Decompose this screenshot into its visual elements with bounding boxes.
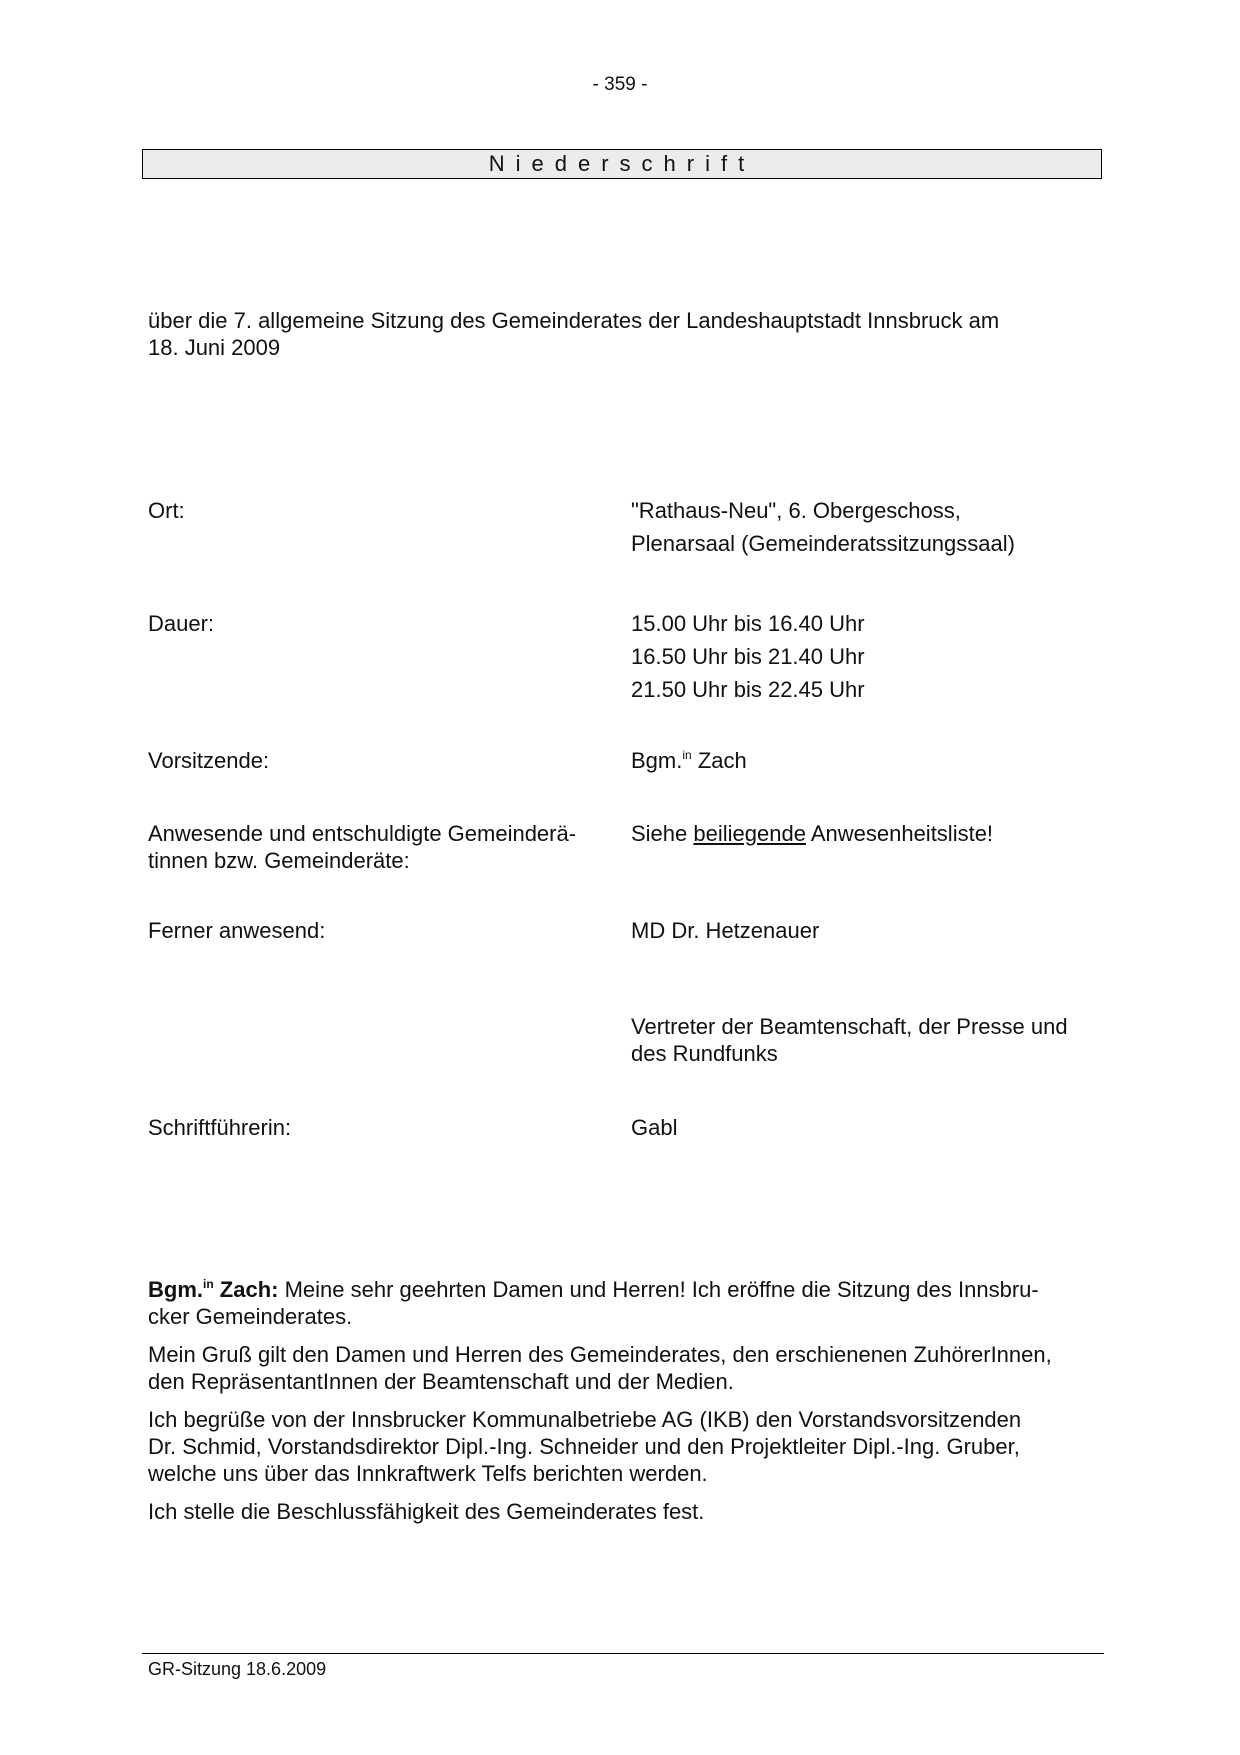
page-number: - 359 - bbox=[592, 74, 648, 95]
dauer-value-line: 16.50 Uhr bis 21.40 Uhr bbox=[631, 644, 865, 669]
speech-text: Meine sehr geehrten Damen und Herren! Ich eröffne die Sitzung des Innsbru- bbox=[278, 1277, 1039, 1302]
speech-paragraph-2 bbox=[148, 1341, 1098, 1395]
anwesende-label-line: tinnen bzw. Gemeinderäte: bbox=[148, 848, 410, 873]
document-title-box bbox=[142, 149, 1102, 179]
anwesende-value bbox=[631, 820, 993, 847]
dauer-value-line: 21.50 Uhr bis 22.45 Uhr bbox=[631, 677, 865, 702]
ort-value bbox=[631, 494, 1015, 560]
dauer-value bbox=[631, 607, 865, 706]
speech-paragraph-3 bbox=[148, 1406, 1098, 1487]
speaker-name: Bgm.$^{in}$ Zach: bbox=[148, 1277, 279, 1302]
intro-line: 18. Juni 2009 bbox=[148, 335, 281, 360]
anwesende-label bbox=[148, 820, 576, 874]
vorsitzende-title: Bgm. bbox=[631, 748, 683, 773]
speech-line: cker Gemeinderates. bbox=[148, 1304, 353, 1329]
anwesende-value-post: Anwesenheitsliste! bbox=[805, 821, 994, 846]
ferner-value-1: MD Dr. Hetzenauer bbox=[631, 918, 820, 943]
ferner-value-2-line: des Rundfunks bbox=[631, 1041, 778, 1066]
intro-line: über die 7. allgemeine Sitzung des Gemeinderates der Landeshauptstadt Innsbruck am bbox=[148, 308, 1000, 333]
ferner-value-2 bbox=[631, 1013, 1068, 1067]
dauer-value-line: 15.00 Uhr bis 16.40 Uhr bbox=[631, 611, 865, 636]
ort-value-line: "Rathaus-Neu", 6. Obergeschoss, bbox=[631, 498, 961, 523]
speech-paragraph-4: Ich stelle die Beschlussfähigkeit des Gemeinderates fest. bbox=[148, 1499, 705, 1524]
intro-text bbox=[148, 307, 999, 361]
speech-line: welche uns über das Innkraftwerk Telfs berichten werden. bbox=[148, 1461, 708, 1486]
footer-divider bbox=[142, 1653, 1104, 1654]
speech-line: Ich begrüße von der Innsbrucker Kommunalbetriebe AG (IKB) den Vorstandsvorsitzenden bbox=[148, 1407, 1022, 1432]
schriftfuehrerin-value: Gabl bbox=[631, 1115, 678, 1140]
anwesende-label-line: Anwesende und entschuldigte Gemeinderä- bbox=[148, 821, 577, 846]
speech-line: Mein Gruß gilt den Damen und Herren des Gemeinderates, den erschienenen ZuhörerInnen, bbox=[148, 1342, 1052, 1367]
ort-value-line: Plenarsaal (Gemeinderatssitzungssaal) bbox=[631, 531, 1015, 556]
vorsitzende-title-suffix: in bbox=[682, 748, 692, 762]
beiliegende-underlined: beiliegende bbox=[693, 821, 806, 846]
schriftfuehrerin-label: Schriftführerin: bbox=[148, 1115, 292, 1140]
vorsitzende-label: Vorsitzende: bbox=[148, 748, 270, 773]
anwesende-value-pre: Siehe bbox=[631, 821, 694, 846]
dauer-label: Dauer: bbox=[148, 611, 215, 636]
ort-label: Ort: bbox=[148, 498, 185, 523]
speech-line: Dr. Schmid, Vorstandsdirektor Dipl.-Ing. Schneider und den Projektleiter Dipl.-Ing. Gruber, bbox=[148, 1434, 1020, 1459]
ferner-value-2-line: Vertreter der Beamtenschaft, der Presse und bbox=[631, 1014, 1068, 1039]
speech-paragraph-1 bbox=[148, 1276, 1098, 1330]
ferner-label: Ferner anwesend: bbox=[148, 918, 326, 943]
footer-text: GR-Sitzung 18.6.2009 bbox=[148, 1659, 327, 1679]
vorsitzende-value bbox=[631, 744, 747, 777]
document-title: Niederschrift bbox=[488, 151, 756, 176]
speech-line: den RepräsentantInnen der Beamtenschaft und der Medien. bbox=[148, 1369, 734, 1394]
vorsitzende-name: Zach bbox=[691, 748, 747, 773]
